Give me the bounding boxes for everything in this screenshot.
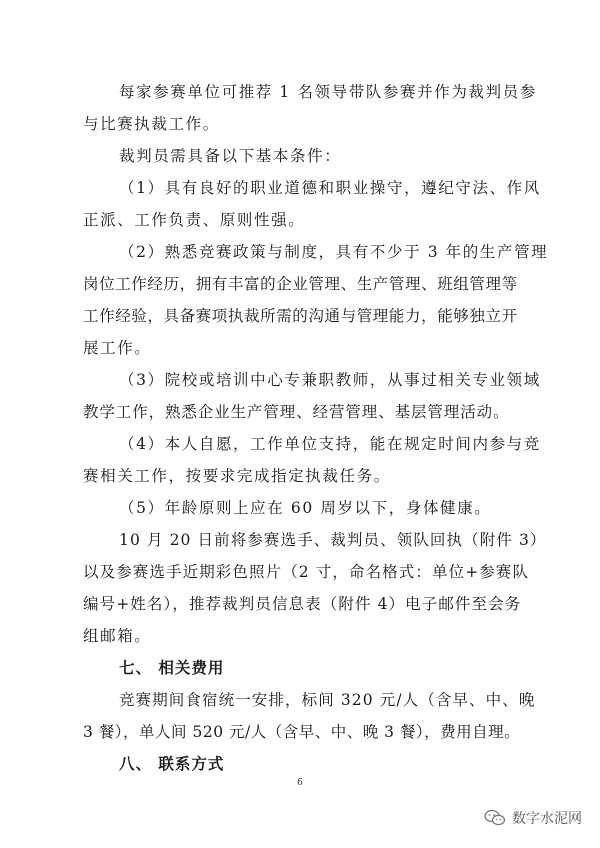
paragraph-line: 教学工作，熟悉企业生产管理、经营管理、基层管理活动。 bbox=[83, 403, 510, 421]
paragraph-line: 竞赛期间食宿统一安排，标间 320 元/人（含早、中、晚 bbox=[119, 691, 536, 709]
paragraph-line: 裁判员需具备以下基本条件： bbox=[119, 147, 342, 165]
wechat-icon bbox=[484, 809, 506, 827]
paragraph-line: 每家参赛单位可推荐 1 名领导带队参赛并作为裁判员参 bbox=[119, 83, 537, 101]
watermark-text: 数字水泥网 bbox=[512, 811, 582, 827]
paragraph-line: 以及参赛选手近期彩色照片（2 寸，命名格式：单位+参赛队 bbox=[83, 563, 530, 581]
paragraph-line: 赛相关工作，按要求完成指定执裁任务。 bbox=[83, 467, 391, 485]
paragraph-line: （5）年龄原则上应在 60 周岁以下，身体健康。 bbox=[119, 499, 492, 517]
paragraph-line: 10 月 20 日前将参赛选手、裁判员、领队回执（附件 3） bbox=[119, 531, 547, 549]
paragraph-line: 岗位工作经历，拥有丰富的企业管理、生产管理、班组管理等 bbox=[83, 275, 518, 293]
paragraph-line: 组邮箱。 bbox=[83, 627, 152, 645]
section-heading-contact: 八、 联系方式 bbox=[119, 755, 225, 773]
paragraph-line: 工作经验，具备赛项执裁所需的沟通与管理能力，能够独立开 bbox=[83, 307, 518, 325]
page-number: 6 bbox=[297, 778, 303, 788]
section-heading-fees: 七、 相关费用 bbox=[119, 659, 225, 677]
paragraph-line: 展工作。 bbox=[83, 339, 152, 357]
paragraph-line: （4）本人自愿，工作单位支持，能在规定时间内参与竞 bbox=[119, 435, 541, 453]
paragraph-line: （1）具有良好的职业道德和职业操守，遵纪守法、作风 bbox=[119, 179, 541, 197]
paragraph-line: 编号+姓名），推荐裁判员信息表（附件 4）电子邮件至会务 bbox=[83, 595, 522, 613]
paragraph-line: 3 餐），单人间 520 元/人（含早、中、晚 3 餐），费用自理。 bbox=[83, 723, 521, 741]
paragraph-line: 正派、工作负责、原则性强。 bbox=[83, 211, 306, 229]
paragraph-line: （2）熟悉竞赛政策与制度，具有不少于 3 年的生产管理 bbox=[119, 243, 549, 261]
paragraph-line: 与比赛执裁工作。 bbox=[83, 115, 220, 133]
watermark bbox=[484, 808, 582, 828]
paragraph-line: （3）院校或培训中心专兼职教师，从事过相关专业领域 bbox=[119, 371, 541, 389]
